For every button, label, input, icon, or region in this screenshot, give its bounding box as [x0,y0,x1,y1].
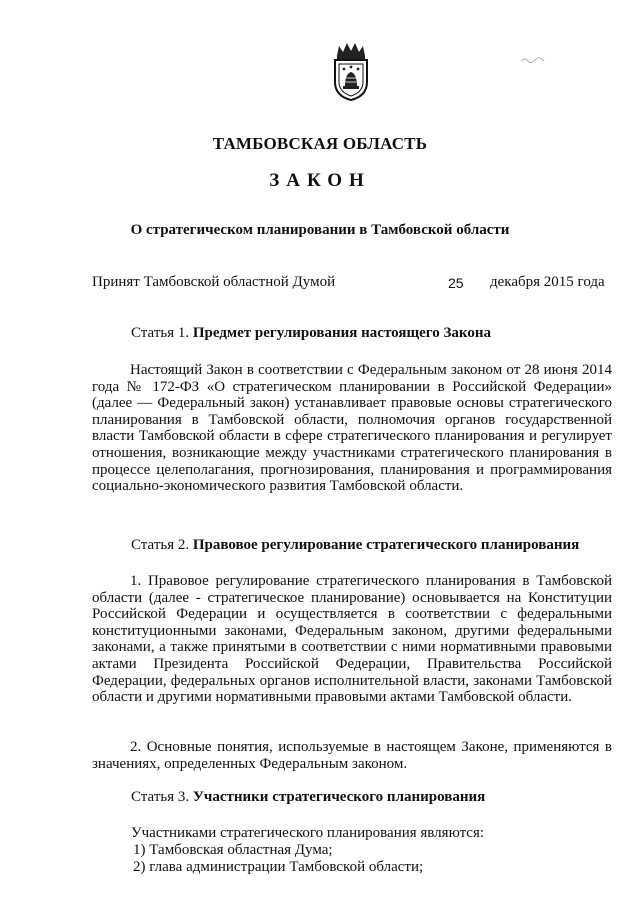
tambov-coat-of-arms-icon [327,40,375,102]
article-prefix: Статья 2. [131,537,190,553]
region-title: ТАМБОВСКАЯ ОБЛАСТЬ [212,134,428,153]
list-item: 2) глава администрации Тамбовской области; [133,859,424,875]
article-2-paragraph-1: 1. Правовое регулирование стратегического планирования в Тамбовской области (далее - стратегическое планирование) основывается на Конституции Российской Федерации и осуществляется в соответствии с федеральными конституционными законами, Федеральным законом, другими федеральными законами, а также принятыми в соответствии с ними нормативными правовыми актами Президента Российской Федерации, Правительства Российской Федерации, федеральных органов исполнительной власти, законами Тамбовской области и другими нормативными правовыми актами Тамбовской области. [92,573,612,706]
article-3-heading [131,789,485,806]
article-2-paragraph-2: 2. Основные понятия, используемые в настоящем Законе, применяются в значениях, определенных Федеральным законом. [92,739,612,772]
list-item: 1) Тамбовская областная Дума; [133,842,333,858]
handwritten-mark-icon [520,56,546,64]
law-title: О стратегическом планировании в Тамбовской области [130,222,510,238]
article-title: Правовое регулирование стратегического планирования [192,537,580,553]
adoption-day: 25 [448,275,464,291]
article-2-heading [131,537,579,554]
article-title: Участники стратегического планирования [192,789,486,805]
article-prefix: Статья 1. [131,325,190,341]
article-3-intro: Участниками стратегического планирования являются: [131,825,485,841]
document-type: ЗАКОН [269,170,371,191]
article-1-heading [131,325,491,342]
article-title: Предмет регулирования настоящего Закона [192,325,491,341]
article-prefix: Статья 3. [131,789,190,805]
adopted-by: Принят Тамбовской областной Думой [92,274,336,290]
article-1-paragraph-1: Настоящий Закон в соответствии с Федеральным законом от 28 июня 2014 года № 172-ФЗ «О стратегическом планировании в Российской Федерации» (далее — Федеральный закон) устанавливает правовые основы стратегического планирования в Тамбовской области, полномочия органов государственной власти Тамбовской области в сфере стратегического планирования и регулирует отношения, возникающие между участниками стратегического планирования в процессе целеполагания, прогнозирования, планирования и программирования социально-экономического развития Тамбовской области. [92,362,612,495]
adoption-date: декабря 2015 года [490,274,605,290]
